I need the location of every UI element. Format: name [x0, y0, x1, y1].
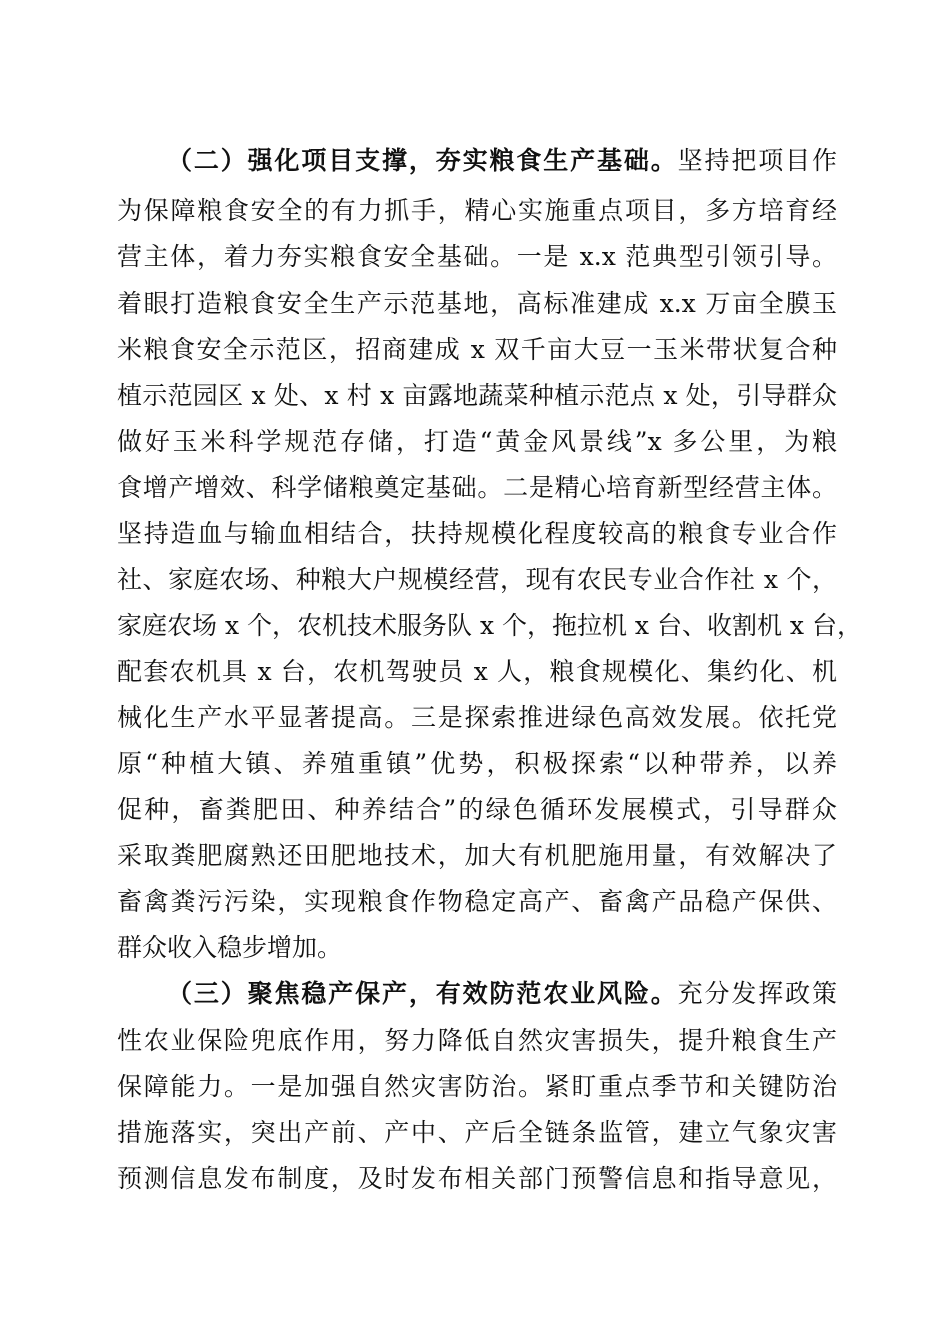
section-heading: （二）强化项目支撑，夯实粮食生产基础。	[167, 146, 678, 175]
text-line	[117, 563, 837, 597]
text-run: 预测信息发布制度，及时发布相关部门预警信息和指导意见，	[117, 1164, 837, 1193]
text-line	[117, 471, 837, 505]
text-run: 措施落实，突出产前、产中、产后全链条监管，建立气象灾害	[117, 1118, 837, 1147]
text-line	[117, 379, 837, 413]
text-line	[117, 425, 837, 459]
section-heading: （三）聚焦稳产保产，有效防范农业风险。	[167, 979, 678, 1008]
text-run: 做好玉米科学规范存储，打造“黄金风景线”x 多公里，为粮	[117, 427, 837, 456]
paragraph-2-heading-line	[167, 144, 837, 178]
text-line	[117, 885, 837, 919]
text-run: 营主体，着力夯实粮食安全基础。一是 x.x 范典型引领引导。	[117, 242, 837, 271]
text-line	[117, 1024, 837, 1058]
text-run: 坚持把项目作	[677, 146, 837, 175]
paragraph-3-heading-line	[167, 977, 837, 1011]
text-line	[117, 747, 837, 781]
text-line	[117, 333, 837, 367]
text-run: 性农业保险兜底作用，努力降低自然灾害损失，提升粮食生产	[117, 1026, 837, 1055]
text-run: 群众收入稳步增加。	[117, 933, 343, 962]
text-run: 原“种植大镇、养殖重镇”优势，积极探索“以种带养，以养	[117, 749, 837, 778]
text-run: 配套农机具 x 台，农机驾驶员 x 人，粮食规模化、集约化、机	[117, 657, 837, 686]
text-line	[117, 1070, 837, 1104]
text-run: 械化生产水平显著提高。三是探索推进绿色高效发展。依托党	[117, 703, 837, 732]
text-run: 植示范园区 x 处、x 村 x 亩露地蔬菜种植示范点 x 处，引导群众	[117, 381, 837, 410]
text-line	[117, 194, 837, 228]
text-line	[117, 701, 837, 735]
text-line	[117, 517, 837, 551]
text-line	[117, 287, 837, 321]
text-line	[117, 1116, 837, 1150]
text-run: 为保障粮食安全的有力抓手，精心实施重点项目，多方培育经	[117, 196, 837, 225]
text-run: 采取粪肥腐熟还田肥地技术，加大有机肥施用量，有效解决了	[117, 841, 837, 870]
text-line	[117, 1162, 837, 1196]
text-run: 充分发挥政策	[677, 979, 837, 1008]
text-line	[117, 793, 837, 827]
text-run: 坚持造血与输血相结合，扶持规模化程度较高的粮食专业合作	[117, 519, 837, 548]
text-run: 保障能力。一是加强自然灾害防治。紧盯重点季节和关键防治	[117, 1072, 837, 1101]
text-run: 米粮食安全示范区，招商建成 x 双千亩大豆一玉米带状复合种	[117, 335, 837, 364]
text-line	[117, 839, 837, 873]
text-line	[117, 931, 837, 965]
text-run: 社、家庭农场、种粮大户规模经营，现有农民专业合作社 x 个，	[117, 565, 837, 594]
text-run: 家庭农场 x 个，农机技术服务队 x 个，拖拉机 x 台、收割机 x 台，	[117, 611, 862, 640]
text-line	[117, 655, 837, 689]
text-run: 食增产增效、科学储粮奠定基础。二是精心培育新型经营主体。	[117, 473, 837, 502]
text-run: 畜禽粪污污染，实现粮食作物稳定高产、畜禽产品稳产保供、	[117, 887, 837, 916]
text-run: 促种，畜粪肥田、种养结合”的绿色循环发展模式，引导群众	[117, 795, 837, 824]
text-line	[117, 240, 837, 274]
text-line	[117, 609, 862, 643]
text-run: 着眼打造粮食安全生产示范基地，高标准建成 x.x 万亩全膜玉	[117, 289, 837, 318]
